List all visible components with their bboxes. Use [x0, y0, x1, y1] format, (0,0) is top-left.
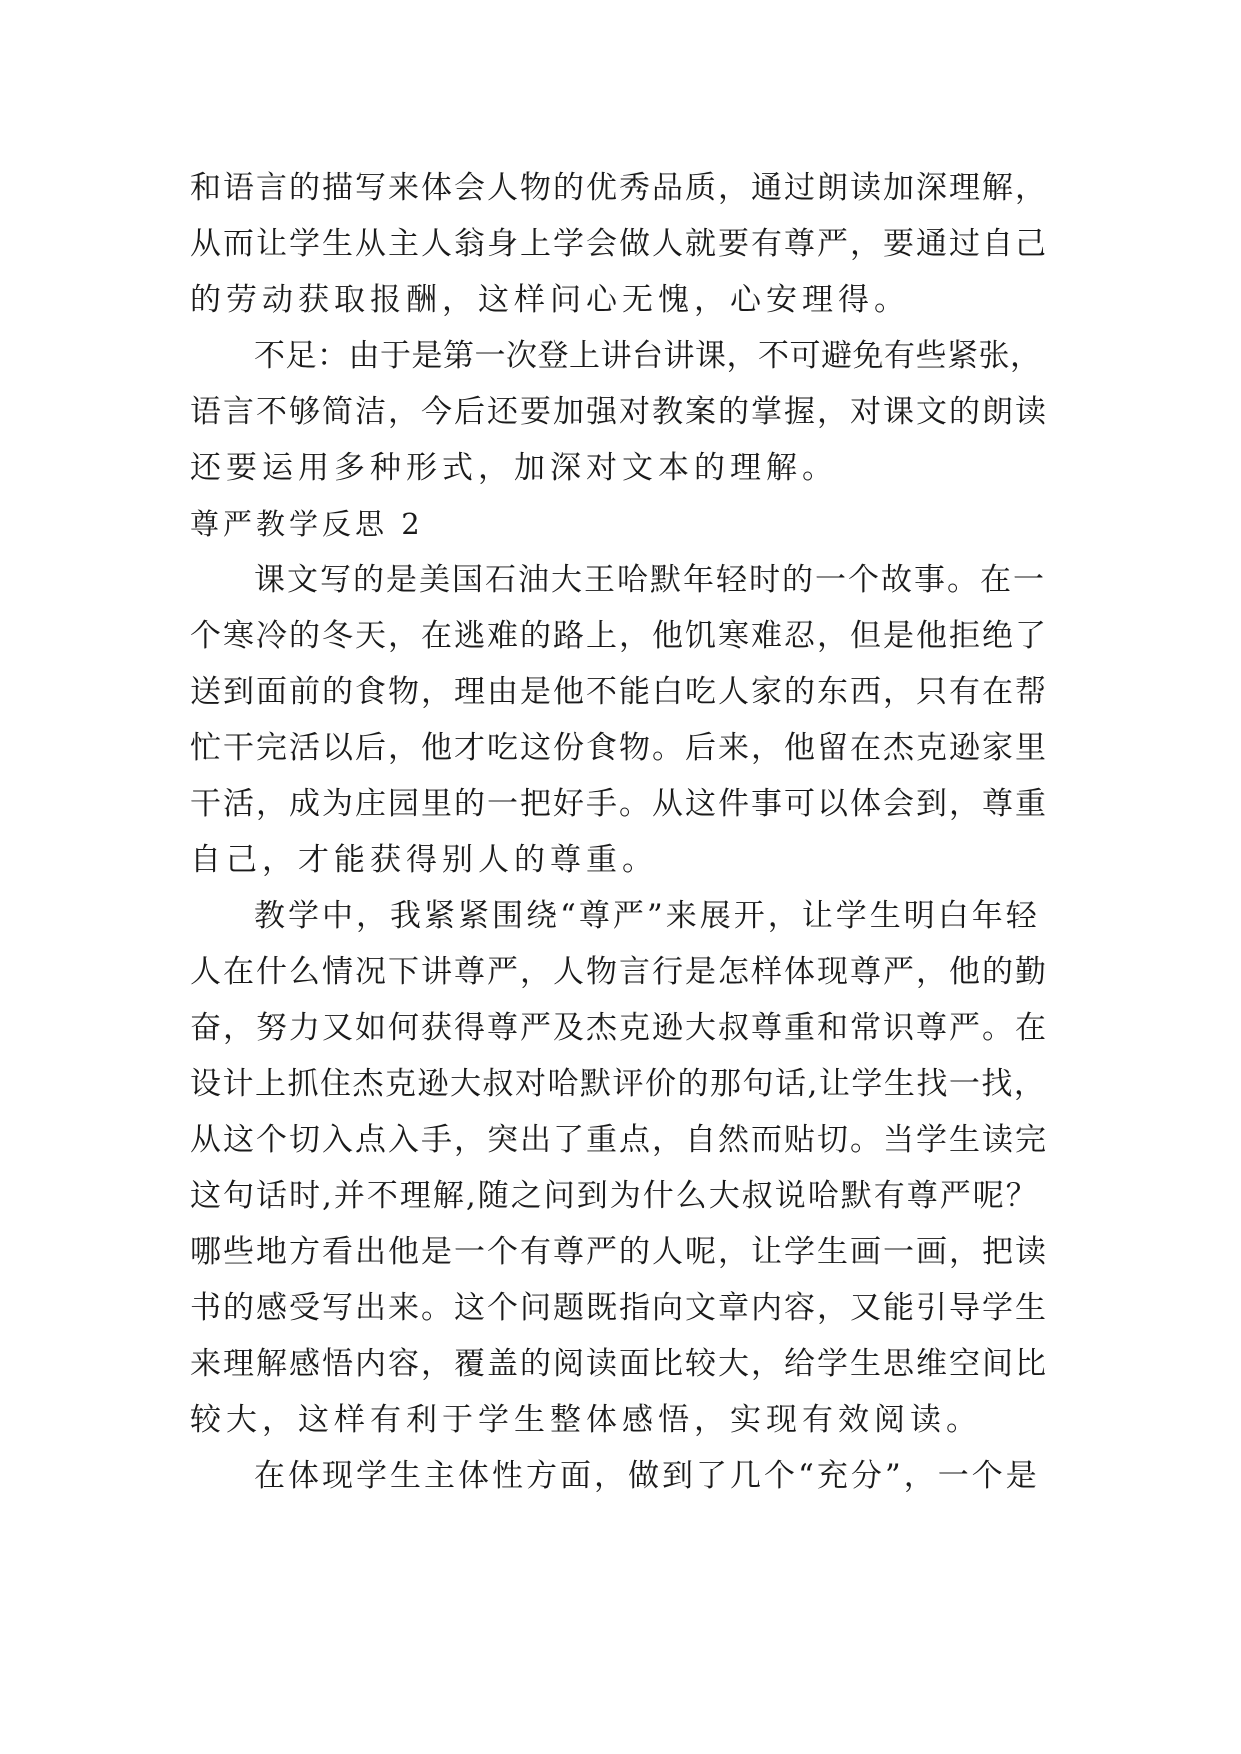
text-line: 和语言的描写来体会人物的优秀品质，通过朗读加深理解，: [190, 170, 1048, 206]
text-line: 不足：由于是第一次登上讲台讲课，不可避免有些紧张，: [254, 338, 1042, 374]
text-line: 的劳动获取报酬，这样问心无愧，心安理得。: [190, 282, 910, 318]
text-line: 忙干完活以后，他才吃这份食物。后来，他留在杰克逊家里: [190, 730, 1048, 766]
text-line: 课文写的是美国石油大王哈默年轻时的一个故事。在一: [254, 562, 1046, 598]
text-line: 从而让学生从主人翁身上学会做人就要有尊严，要通过自己: [190, 226, 1048, 262]
text-line: 语言不够简洁，今后还要加强对教案的掌握，对课文的朗读: [190, 394, 1048, 430]
text-line: 个寒冷的冬天，在逃难的路上，他饥寒难忍，但是他拒绝了: [190, 618, 1048, 654]
text-line: 干活，成为庄园里的一把好手。从这件事可以体会到，尊重: [190, 786, 1048, 822]
text-line: 教学中，我紧紧围绕“尊严”来展开，让学生明白年轻: [254, 898, 1040, 934]
section-heading: 尊严教学反思 2: [190, 507, 424, 541]
text-line: 哪些地方看出他是一个有尊严的人呢，让学生画一画，把读: [190, 1234, 1048, 1270]
text-line: 较大，这样有利于学生整体感悟，实现有效阅读。: [190, 1402, 982, 1438]
text-line: 在体现学生主体性方面，做到了几个“充分”，一个是: [254, 1458, 1040, 1494]
text-line: 自己，才能获得别人的尊重。: [190, 842, 658, 878]
text-line: 从这个切入点入手，突出了重点，自然而贴切。当学生读完: [190, 1122, 1048, 1158]
text-line: 还要运用多种形式，加深对文本的理解。: [190, 450, 838, 486]
text-line: 人在什么情况下讲尊严，人物言行是怎样体现尊严，他的勤: [190, 954, 1048, 990]
text-line: 送到面前的食物，理由是他不能白吃人家的东西，只有在帮: [190, 674, 1048, 710]
text-line: 来理解感悟内容，覆盖的阅读面比较大，给学生思维空间比: [190, 1346, 1048, 1382]
text-line: 书的感受写出来。这个问题既指向文章内容，又能引导学生: [190, 1290, 1048, 1326]
text-line: 这句话时,并不理解,随之问到为什么大叔说哈默有尊严呢？: [190, 1178, 1039, 1214]
text-line: 设计上抓住杰克逊大叔对哈默评价的那句话,让学生找一找，: [190, 1066, 1047, 1102]
text-line: 奋，努力又如何获得尊严及杰克逊大叔尊重和常识尊严。在: [190, 1010, 1048, 1046]
